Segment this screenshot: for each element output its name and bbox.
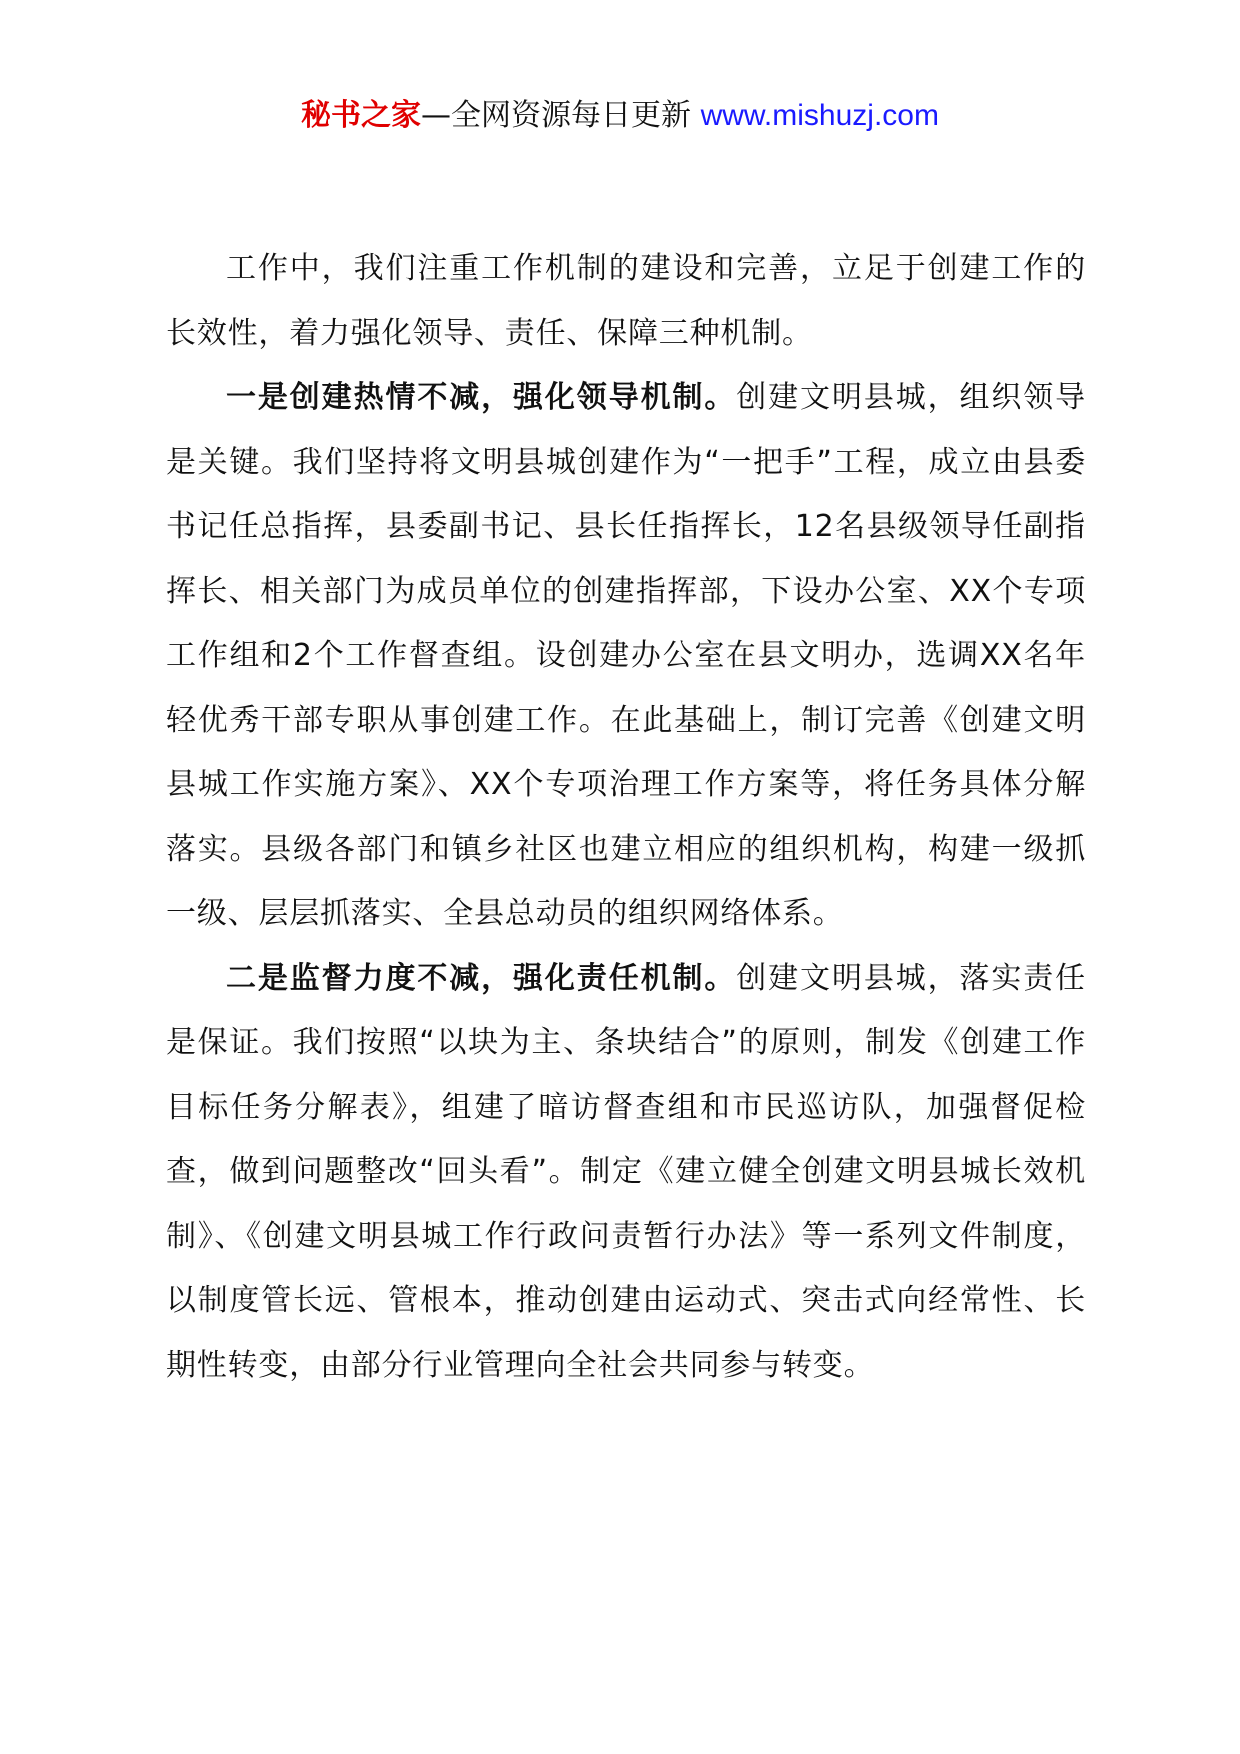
paragraph-responsibility-mechanism bbox=[166, 947, 1086, 1399]
document-body bbox=[166, 237, 1086, 1398]
paragraph-lead: 二是监督力度不减，强化责任机制。 bbox=[226, 960, 737, 996]
paragraph-text: 创建文明县城，落实责任是保证。我们按照“以块为主、条块结合”的原则，制发《创建工作目标任务分解表》，组建了暗访督查组和市民巡访队，加强督促检查，做到问题整改“回头看”。制定《建立健全创建文明县城长效机制》、《创建文明县城工作行政问责暂行办法》等一系列文件制度，以制度管长远、管根本，推动创建由运动式、突击式向经常性、长期性转变，由部分行业管理向全社会共同参与转变。 bbox=[166, 960, 1086, 1383]
paragraph-leadership-mechanism bbox=[166, 366, 1086, 947]
site-header bbox=[0, 96, 1240, 136]
paragraph-text: 创建文明县城，组织领导是关键。我们坚持将文明县城创建作为“一把手”工程，成立由县委书记任总指挥，县委副书记、县长任指挥长，12名县级领导任副指挥长、相关部门为成员单位的创建指挥部，下设办公室、XX个专项工作组和2个工作督查组。设创建办公室在县文明办，选调XX名年轻优秀干部专职从事创建工作。在此基础上，制订完善《创建文明县城工作实施方案》、XX个专项治理工作方案等，将任务具体分解落实。县级各部门和镇乡社区也建立相应的组织机构，构建一级抓一级、层层抓落实、全县总动员的组织网络体系。 bbox=[166, 380, 1086, 931]
site-tagline: —全网资源每日更新 bbox=[421, 98, 692, 133]
site-url-link[interactable]: www.mishuzj.com bbox=[700, 99, 939, 132]
paragraph-intro bbox=[166, 237, 1086, 366]
paragraph-text: 工作中，我们注重工作机制的建设和完善，立足于创建工作的长效性，着力强化领导、责任、保障三种机制。 bbox=[166, 251, 1086, 351]
site-brand: 秘书之家 bbox=[301, 98, 422, 133]
paragraph-lead: 一是创建热情不减，强化领导机制。 bbox=[226, 380, 737, 415]
